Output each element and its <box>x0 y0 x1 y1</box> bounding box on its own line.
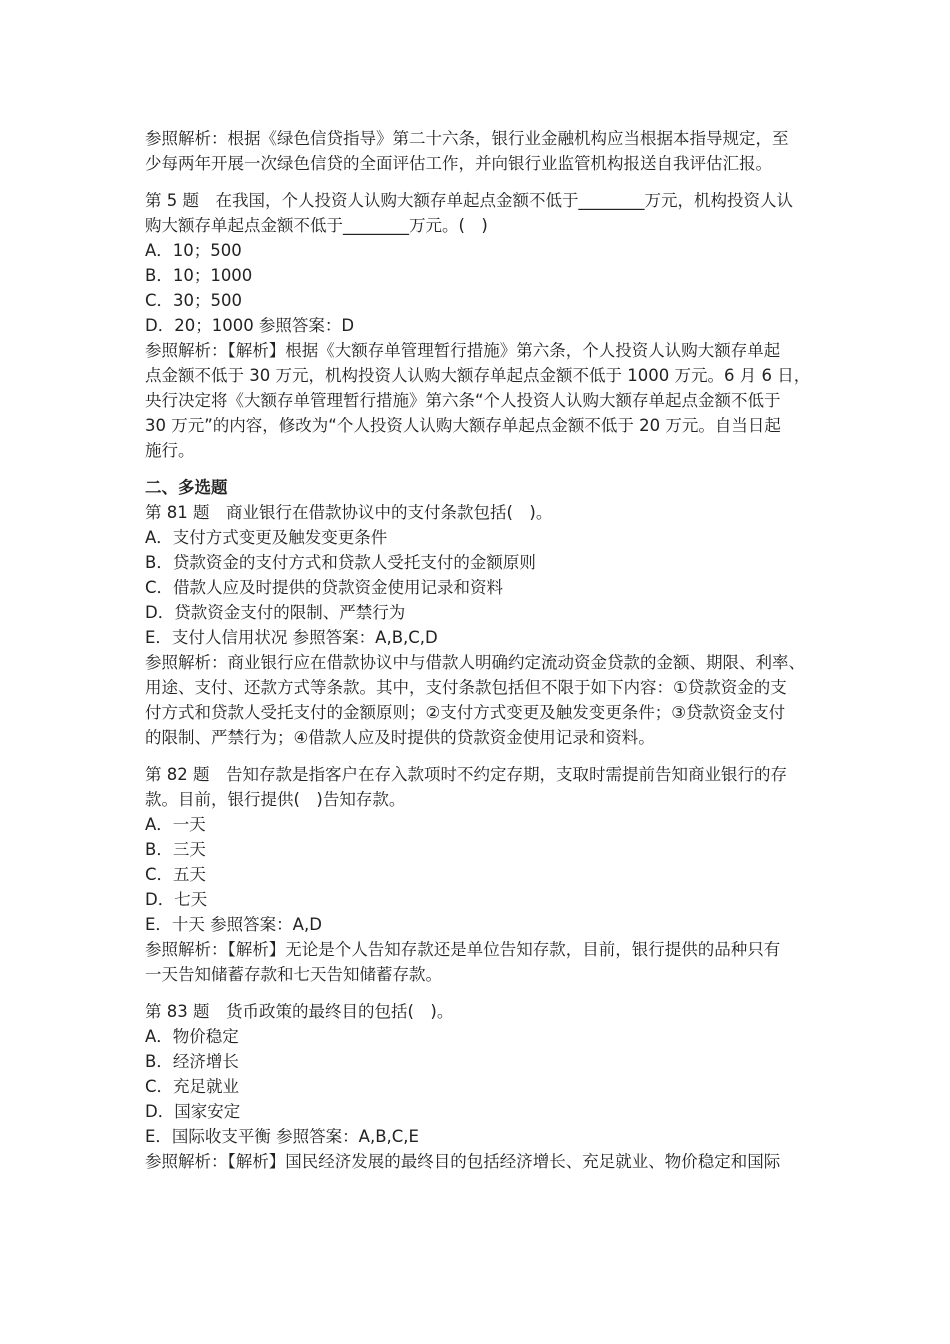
option-a: A．物价稳定 <box>145 1027 239 1046</box>
analysis-line: 参照解析：商业银行应在借款协议中与借款人明确约定流动资金贷款的金额、期限、利率、 <box>145 653 805 672</box>
question-82 <box>145 762 810 987</box>
option-e-answer: E．国际收支平衡 参照答案：A,B,C,E <box>145 1127 419 1146</box>
analysis-line: 参照解析：根据《绿色信贷指导》第二十六条，银行业金融机构应当根据本指导规定，至 <box>145 129 789 148</box>
analysis-line: 的限制、严禁行为；④借款人应及时提供的贷款资金使用记录和资料。 <box>145 728 655 747</box>
analysis-line: 参照解析：【解析】国民经济发展的最终目的包括经济增长、充足就业、物价稳定和国际 <box>145 1152 781 1171</box>
option-c: C．30；500 <box>145 291 243 310</box>
option-d: D．贷款资金支付的限制、严禁行为 <box>145 603 406 622</box>
option-a: A．一天 <box>145 815 206 834</box>
option-c: C．充足就业 <box>145 1077 240 1096</box>
question-stem: 第 81 题 商业银行在借款协议中的支付条款包括( )。 <box>145 503 553 522</box>
question-stem: 第 82 题 告知存款是指客户在存入款项时不约定存期，支取时需提前告知商业银行的存 <box>145 765 787 784</box>
question-stem: 款。目前，银行提供( )告知存款。 <box>145 790 406 809</box>
option-d: D．七天 <box>145 890 208 909</box>
analysis-line: 少每两年开展一次绿色信贷的全面评估工作，并向银行业监管机构报送自我评估汇报。 <box>145 154 772 173</box>
question-stem: 第 83 题 货币政策的最终目的包括( )。 <box>145 1002 454 1021</box>
option-e-answer: E．支付人信用状况 参照答案：A,B,C,D <box>145 628 438 647</box>
section-heading: 二、多选题 <box>145 478 228 497</box>
analysis-line: 30 万元”的内容，修改为“个人投资人认购大额存单起点金额不低于 20 万元。自当日起 <box>145 416 781 435</box>
option-b: B．贷款资金的支付方式和贷款人受托支付的金额原则 <box>145 553 536 572</box>
option-b: B．三天 <box>145 840 206 859</box>
analysis-line: 参照解析：【解析】根据《大额存单管理暂行措施》第六条，个人投资人认购大额存单起 <box>145 341 781 360</box>
analysis-line: 用途、支付、还款方式等条款。其中，支付条款包括但不限于如下内容：①贷款资金的支 <box>145 678 787 697</box>
analysis-line: 施行。 <box>145 441 195 460</box>
question-5 <box>145 188 810 463</box>
document-body <box>145 126 810 1174</box>
analysis-line: 参照解析：【解析】无论是个人告知存款还是单位告知存款，目前，银行提供的品种只有 <box>145 940 781 959</box>
question-83 <box>145 999 810 1174</box>
intro-analysis <box>145 126 810 176</box>
question-stem: 购大额存单起点金额不低于________万元。( ) <box>145 216 488 235</box>
option-c: C．五天 <box>145 865 207 884</box>
option-a: A．10；500 <box>145 241 242 260</box>
question-81 <box>145 500 810 750</box>
analysis-line: 点金额不低于 30 万元，机构投资人认购大额存单起点金额不低于 1000 万元。6 月 6 日， <box>145 366 811 385</box>
analysis-line: 付方式和贷款人受托支付的金额原则；②支付方式变更及触发变更条件；③贷款资金支付 <box>145 703 786 722</box>
analysis-line: 一天告知储蓄存款和七天告知储蓄存款。 <box>145 965 442 984</box>
option-b: B．10；1000 <box>145 266 253 285</box>
option-e-answer: E．十天 参照答案：A,D <box>145 915 322 934</box>
option-d: D．国家安定 <box>145 1102 241 1121</box>
option-c: C．借款人应及时提供的贷款资金使用记录和资料 <box>145 578 504 597</box>
option-a: A．支付方式变更及触发变更条件 <box>145 528 388 547</box>
question-stem: 第 5 题 在我国，个人投资人认购大额存单起点金额不低于________万元，机构投资人认 <box>145 191 793 210</box>
option-d-answer: D．20；1000 参照答案：D <box>145 316 355 335</box>
option-b: B．经济增长 <box>145 1052 239 1071</box>
analysis-line: 央行决定将《大额存单管理暂行措施》第六条“个人投资人认购大额存单起点金额不低于 <box>145 391 781 410</box>
